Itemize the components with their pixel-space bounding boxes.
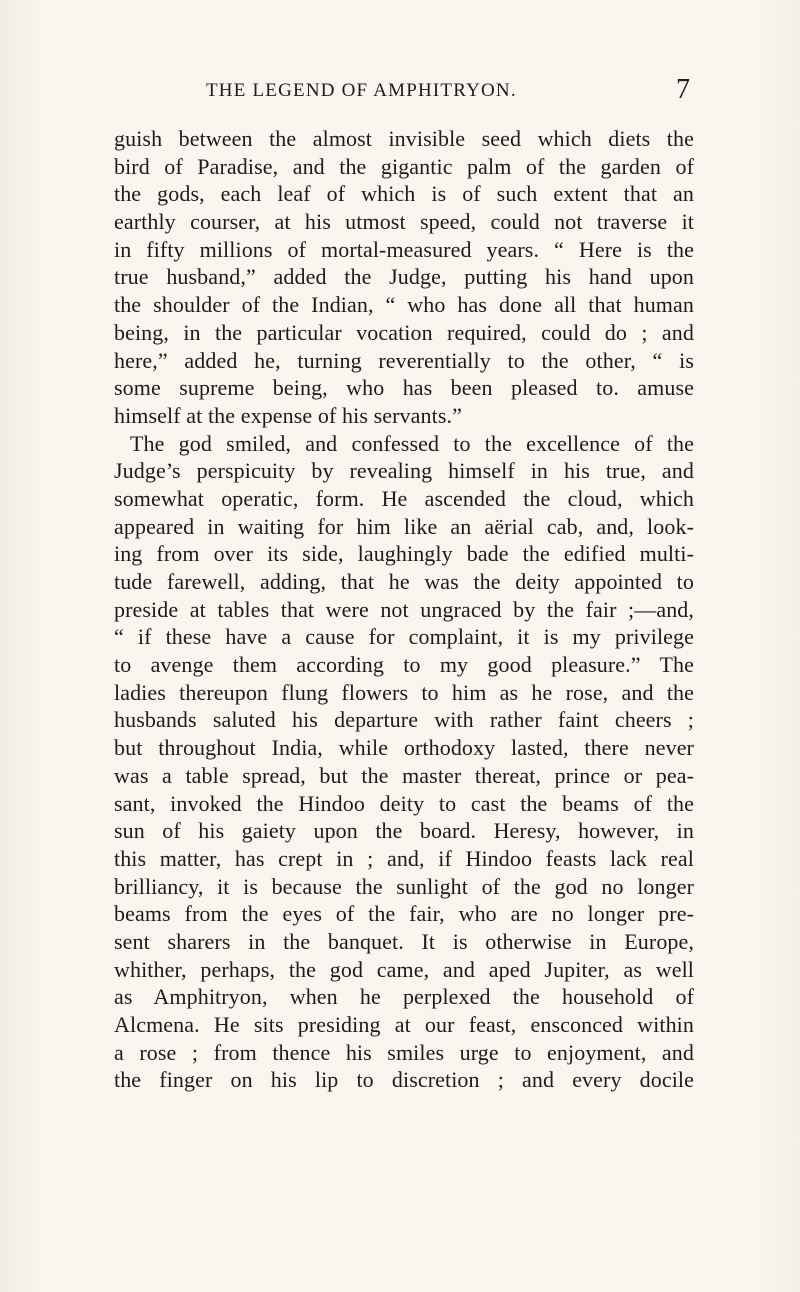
text-line: “ if these have a cause for complaint, it is my privilege	[114, 624, 694, 650]
text-line: preside at tables that were not ungraced by the fair ;—and,	[114, 596, 694, 622]
text-line: beams from the eyes of the fair, who are no longer pre-	[114, 901, 694, 927]
text-line: some supreme being, who has been pleased to. amuse	[114, 375, 694, 401]
text-line: ing from over its side, laughingly bade the edified multi-	[114, 541, 694, 567]
running-title: THE LEGEND OF AMPHITRYON.	[206, 80, 517, 101]
text-line: sant, invoked the Hindoo deity to cast the beams of the	[114, 790, 694, 816]
text-line: tude farewell, adding, that he was the deity appointed to	[114, 569, 694, 594]
text-line: here,” added he, turning reverentially to the other, “ is	[114, 347, 694, 373]
text-line: sent sharers in the banquet. It is otherwise in Europe,	[114, 928, 694, 954]
text-line: the gods, each leaf of which is of such extent that an	[114, 181, 694, 207]
text-line: the finger on his lip to discretion ; and every docile	[114, 1067, 694, 1093]
text-line: Alcmena. He sits presiding at our feast, ensconced within	[114, 1012, 694, 1037]
text-line-paragraph-start: The god smiled, and confessed to the excellence of the	[130, 430, 694, 456]
text-line: brilliancy, it is because the sunlight of the god no longer	[114, 873, 694, 899]
text-line: somewhat operatic, form. He ascended the cloud, which	[114, 485, 694, 511]
text-line: sun of his gaiety upon the board. Heresy, however, in	[114, 818, 694, 844]
text-line: was a table spread, but the master thereat, prince or pea-	[114, 762, 694, 788]
text-line: bird of Paradise, and the gigantic palm of the garden of	[114, 153, 694, 179]
page-number: 7	[676, 74, 690, 105]
text-line: a rose ; from thence his smiles urge to enjoyment, and	[114, 1039, 694, 1065]
text-line: guish between the almost invisible seed which diets the	[114, 126, 694, 151]
body-text	[114, 125, 694, 1094]
text-line: husbands saluted his departure with rather faint cheers ;	[114, 707, 694, 733]
text-line: being, in the particular vocation required, could do ; and	[114, 319, 694, 345]
text-line: the shoulder of the Indian, “ who has done all that human	[114, 292, 694, 318]
text-line: as Amphitryon, when he perplexed the household of	[114, 984, 694, 1010]
text-line: this matter, has crept in ; and, if Hindoo feasts lack real	[114, 845, 694, 871]
text-line: earthly courser, at his utmost speed, could not traverse it	[114, 209, 694, 235]
running-head	[116, 74, 690, 110]
text-line: appeared in waiting for him like an aërial cab, and, look-	[114, 513, 694, 539]
text-line: in fifty millions of mortal-measured years. “ Here is the	[114, 236, 694, 262]
text-line-paragraph-end: himself at the expense of his servants.”	[114, 402, 462, 428]
text-line: true husband,” added the Judge, putting his hand upon	[114, 264, 694, 290]
text-line: ladies thereupon flung flowers to him as he rose, and the	[114, 679, 694, 705]
text-line: whither, perhaps, the god came, and aped Jupiter, as well	[114, 956, 694, 982]
text-line: to avenge them according to my good pleasure.” The	[114, 652, 694, 678]
text-line: Judge’s perspicuity by revealing himself in his true, and	[114, 458, 694, 484]
text-line: but throughout India, while orthodoxy lasted, there never	[114, 735, 694, 761]
